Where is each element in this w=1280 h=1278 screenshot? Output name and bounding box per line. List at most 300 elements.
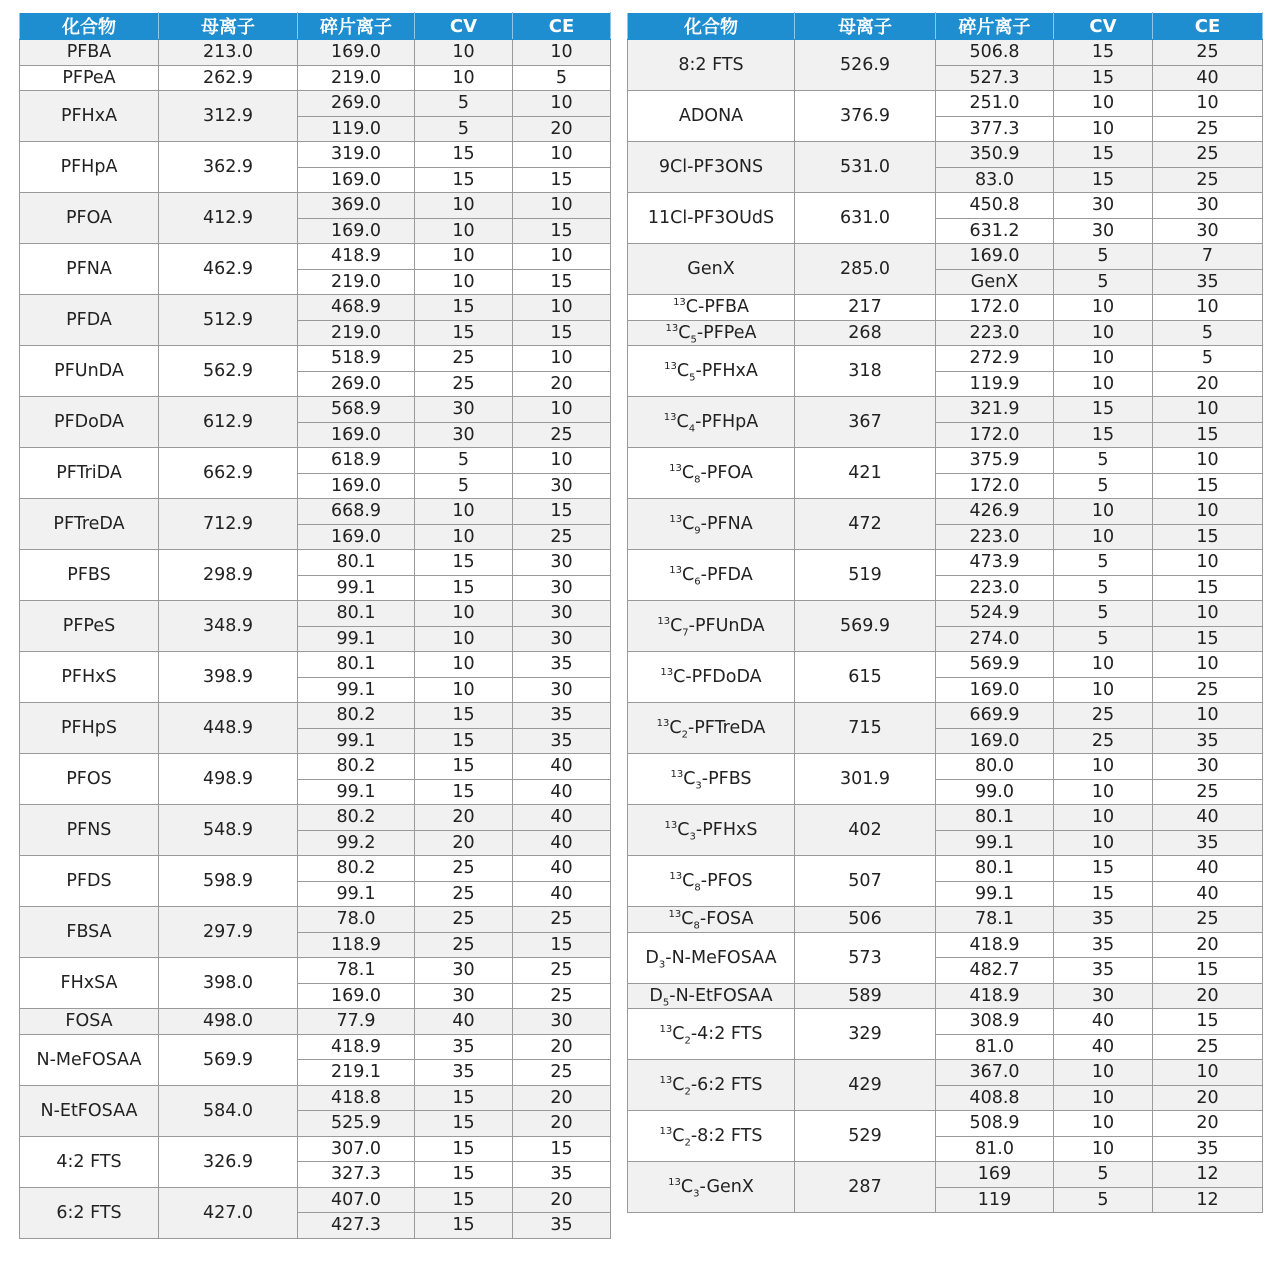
fragment-ion: 119 — [936, 1187, 1054, 1213]
fragment-ion: 468.9 — [298, 295, 415, 321]
compound-text: C — [677, 820, 690, 840]
cv-value: 15 — [415, 320, 513, 346]
compound-supscript: 13 — [660, 667, 674, 679]
compound-name — [628, 652, 795, 703]
cv-value: 40 — [1054, 1009, 1153, 1035]
fragment-ion: 169.0 — [298, 422, 415, 448]
cv-value: 25 — [415, 881, 513, 907]
compound-text: D — [645, 947, 659, 968]
cv-value: 10 — [1054, 754, 1153, 780]
compound-name — [628, 805, 795, 856]
fragment-ion: 367.0 — [936, 1060, 1054, 1086]
cv-value: 5 — [1054, 575, 1153, 601]
fragment-ion: 569.9 — [936, 652, 1054, 678]
ce-value: 40 — [1153, 805, 1263, 831]
compound-text: PFHpS — [61, 718, 117, 738]
cv-value: 5 — [415, 91, 513, 117]
compound-name — [20, 907, 159, 958]
fragment-ion: 219.1 — [298, 1060, 415, 1086]
cv-value: 10 — [1054, 295, 1153, 321]
ce-value: 40 — [1153, 856, 1263, 882]
ce-value: 10 — [513, 91, 611, 117]
table-row — [628, 499, 1263, 525]
compound-subscript: 8 — [694, 882, 701, 894]
cv-value: 5 — [1054, 550, 1153, 576]
compound-text: FHxSA — [60, 973, 118, 993]
cv-value: 35 — [1054, 958, 1153, 984]
compound-name — [628, 1162, 795, 1213]
precursor-ion: 412.9 — [159, 193, 298, 244]
compound-name — [20, 1187, 159, 1238]
cv-value: 25 — [1054, 703, 1153, 729]
precursor-ion: 448.9 — [159, 703, 298, 754]
ce-value: 10 — [513, 244, 611, 270]
fragment-ion: 219.0 — [298, 269, 415, 295]
cv-value: 15 — [415, 167, 513, 193]
cv-value: 10 — [1054, 371, 1153, 397]
table-row — [20, 1136, 611, 1162]
cv-value: 10 — [415, 193, 513, 219]
table-row — [20, 703, 611, 729]
ce-value: 15 — [513, 167, 611, 193]
fragment-ion: GenX — [936, 269, 1054, 295]
compound-name — [20, 346, 159, 397]
table-header — [20, 13, 611, 40]
compound-group — [628, 550, 1263, 601]
compound-subscript: 4 — [688, 423, 696, 435]
precursor-ion: 348.9 — [159, 601, 298, 652]
table-row — [20, 601, 611, 627]
compound-text: PFDS — [66, 871, 112, 891]
precursor-ion: 529 — [795, 1111, 936, 1162]
compound-supscript: 13 — [670, 769, 684, 781]
cv-value: 25 — [415, 907, 513, 933]
cv-value: 5 — [415, 116, 513, 142]
precursor-ion: 287 — [795, 1162, 936, 1213]
table-row — [20, 448, 611, 474]
fragment-ion: 219.0 — [298, 65, 415, 91]
cv-value: 30 — [1054, 983, 1153, 1009]
fragment-ion: 251.0 — [936, 91, 1054, 117]
compound-name — [20, 40, 159, 66]
compound-subscript: 5 — [690, 334, 697, 346]
compound-text: -PFBS — [701, 769, 752, 789]
cv-value: 15 — [1054, 65, 1153, 91]
ce-value: 20 — [1153, 932, 1263, 958]
fragment-ion: 169.0 — [936, 677, 1054, 703]
fragment-ion: 369.0 — [298, 193, 415, 219]
compound-text: PFBS — [67, 565, 111, 585]
table-row — [20, 499, 611, 525]
table-row — [628, 397, 1263, 423]
ce-value: 15 — [1153, 1009, 1263, 1035]
cv-value: 40 — [1054, 1034, 1153, 1060]
ce-value: 35 — [513, 652, 611, 678]
cv-value: 10 — [415, 524, 513, 550]
fragment-ion: 307.0 — [298, 1136, 415, 1162]
ce-value: 12 — [1153, 1187, 1263, 1213]
ce-value: 10 — [1153, 448, 1263, 474]
ce-value: 12 — [1153, 1162, 1263, 1188]
compound-text: C — [680, 1177, 694, 1197]
cv-value: 15 — [415, 1162, 513, 1188]
cv-value: 10 — [415, 601, 513, 627]
fragment-ion: 169.0 — [936, 244, 1054, 270]
table-row — [628, 907, 1263, 933]
table-row — [20, 65, 611, 91]
compound-subscript: 8 — [693, 920, 700, 932]
compound-group — [628, 320, 1263, 346]
fragment-ion: 223.0 — [936, 320, 1054, 346]
fragment-ion: 119.9 — [936, 371, 1054, 397]
precursor-ion: 362.9 — [159, 142, 298, 193]
fragment-ion: 327.3 — [298, 1162, 415, 1188]
compound-text: PFNS — [66, 820, 112, 840]
ce-value: 25 — [1153, 1034, 1263, 1060]
precursor-ion: 398.9 — [159, 652, 298, 703]
compound-text: C — [678, 322, 691, 343]
fragment-ion: 80.2 — [298, 703, 415, 729]
compound-text: -PFNA — [700, 514, 753, 534]
cv-value: 5 — [1054, 244, 1153, 270]
ce-value: 15 — [513, 499, 611, 525]
cv-value: 25 — [415, 932, 513, 958]
compound-name — [20, 397, 159, 448]
fragment-ion: 524.9 — [936, 601, 1054, 627]
table-row — [628, 856, 1263, 882]
compound-subscript: 5 — [689, 372, 696, 384]
compound-text: PFDA — [66, 310, 112, 330]
ce-value: 10 — [1153, 652, 1263, 678]
compound-text: -PFUnDA — [688, 616, 765, 636]
compound-name — [628, 448, 795, 499]
compound-text: -4:2 FTS — [690, 1024, 763, 1044]
header-precursor-ion: 母离子 — [795, 13, 936, 40]
fragment-ion: 525.9 — [298, 1111, 415, 1137]
compound-name — [20, 1085, 159, 1136]
compound-name — [20, 703, 159, 754]
cv-value: 15 — [415, 728, 513, 754]
ce-value: 15 — [513, 932, 611, 958]
cv-value: 10 — [415, 244, 513, 270]
compound-supscript: 13 — [669, 871, 683, 883]
header-fragment-ion: 碎片离子 — [936, 13, 1054, 40]
compound-supscript: 13 — [657, 616, 671, 628]
compound-name — [20, 550, 159, 601]
compound-group — [20, 193, 611, 244]
ce-value: 15 — [513, 320, 611, 346]
precursor-ion: 548.9 — [159, 805, 298, 856]
ce-value: 10 — [513, 397, 611, 423]
table-row — [628, 244, 1263, 270]
table-row — [628, 40, 1263, 66]
table-row — [628, 754, 1263, 780]
compound-subscript: 7 — [682, 627, 689, 639]
compound-name — [20, 244, 159, 295]
fragment-ion: 321.9 — [936, 397, 1054, 423]
compound-text: C — [672, 1024, 685, 1044]
cv-value: 10 — [1054, 1111, 1153, 1137]
compound-name — [628, 601, 795, 652]
cv-value: 10 — [1054, 779, 1153, 805]
table-row — [628, 1009, 1263, 1035]
precursor-ion: 318 — [795, 346, 936, 397]
precursor-ion: 562.9 — [159, 346, 298, 397]
compound-name — [20, 448, 159, 499]
ce-value: 30 — [513, 677, 611, 703]
compound-text: PFPeS — [62, 616, 116, 636]
fragment-ion: 169.0 — [298, 983, 415, 1009]
compound-text: C — [676, 361, 690, 381]
fragment-ion: 377.3 — [936, 116, 1054, 142]
compound-text: -PFOA — [700, 463, 753, 483]
cv-value: 15 — [1054, 167, 1153, 193]
precursor-ion: 262.9 — [159, 65, 298, 91]
fragment-ion: 99.1 — [298, 575, 415, 601]
ce-value: 25 — [513, 1060, 611, 1086]
ce-value: 20 — [513, 1187, 611, 1213]
compound-group — [20, 652, 611, 703]
header-precursor-ion: 母离子 — [159, 13, 298, 40]
cv-value: 15 — [1054, 40, 1153, 66]
cv-value: 30 — [415, 397, 513, 423]
compound-text: PFOS — [66, 769, 112, 789]
ce-value: 20 — [513, 371, 611, 397]
fragment-ion: 80.1 — [298, 652, 415, 678]
compound-group — [628, 932, 1263, 983]
fragment-ion: 418.9 — [936, 983, 1054, 1009]
header-cv: CV — [1054, 13, 1153, 40]
fragment-ion: 169.0 — [936, 728, 1054, 754]
compound-text: C — [670, 616, 683, 636]
ce-value: 15 — [1153, 524, 1263, 550]
precursor-ion: 512.9 — [159, 295, 298, 346]
compound-name — [628, 91, 795, 142]
precursor-ion: 285.0 — [795, 244, 936, 295]
cv-value: 25 — [415, 346, 513, 372]
fragment-ion: 83.0 — [936, 167, 1054, 193]
compound-name — [628, 320, 795, 346]
fragment-ion: 169.0 — [298, 524, 415, 550]
cv-value: 15 — [415, 1136, 513, 1162]
ce-value: 10 — [1153, 91, 1263, 117]
compound-group — [20, 958, 611, 1009]
compound-name — [628, 703, 795, 754]
compound-text: -8:2 FTS — [690, 1126, 763, 1146]
cv-value: 15 — [415, 1213, 513, 1239]
table-row — [628, 550, 1263, 576]
ce-value: 40 — [513, 881, 611, 907]
compound-group — [20, 1136, 611, 1187]
compound-group — [628, 652, 1263, 703]
compound-text: N-EtFOSAA — [40, 1100, 138, 1121]
ce-value: 10 — [513, 346, 611, 372]
compound-group — [628, 805, 1263, 856]
compound-text: -FOSA — [699, 909, 754, 930]
precursor-ion: 427.0 — [159, 1187, 298, 1238]
fragment-ion: 169 — [936, 1162, 1054, 1188]
precursor-ion: 301.9 — [795, 754, 936, 805]
compound-text: C — [669, 718, 682, 738]
ce-value: 30 — [513, 575, 611, 601]
precursor-ion: 326.9 — [159, 1136, 298, 1187]
compound-group — [20, 1009, 611, 1035]
fragment-ion: 99.1 — [936, 830, 1054, 856]
ce-value: 20 — [1153, 1111, 1263, 1137]
compound-group — [628, 295, 1263, 321]
precursor-ion: 506 — [795, 907, 936, 933]
fragment-ion: 669.9 — [936, 703, 1054, 729]
fragment-ion: 350.9 — [936, 142, 1054, 168]
compound-name — [20, 142, 159, 193]
cv-value: 15 — [415, 703, 513, 729]
compound-text: -6:2 FTS — [690, 1075, 763, 1095]
compound-group — [628, 754, 1263, 805]
ce-value: 10 — [1153, 397, 1263, 423]
compound-name — [628, 397, 795, 448]
compound-supscript: 13 — [664, 820, 678, 832]
cv-value: 5 — [1054, 269, 1153, 295]
ce-value: 10 — [1153, 550, 1263, 576]
precursor-ion: 268 — [795, 320, 936, 346]
compound-text: 4:2 FTS — [56, 1151, 122, 1172]
cv-value: 10 — [1054, 524, 1153, 550]
cv-value: 15 — [1054, 856, 1153, 882]
fragment-ion: 473.9 — [936, 550, 1054, 576]
fragment-ion: 81.0 — [936, 1034, 1054, 1060]
table-row — [20, 1187, 611, 1213]
cv-value: 30 — [415, 422, 513, 448]
cv-value: 5 — [1054, 448, 1153, 474]
table-row — [20, 91, 611, 117]
cv-value: 15 — [1054, 397, 1153, 423]
fragment-ion: 169.0 — [298, 167, 415, 193]
compound-supscript: 13 — [656, 718, 670, 730]
compound-group — [628, 856, 1263, 907]
ce-value: 20 — [1153, 983, 1263, 1009]
precursor-ion: 297.9 — [159, 907, 298, 958]
fragment-ion: 618.9 — [298, 448, 415, 474]
compound-group — [20, 499, 611, 550]
table-row — [20, 550, 611, 576]
compound-name — [20, 754, 159, 805]
compound-supscript: 13 — [659, 1075, 673, 1087]
ce-value: 10 — [513, 295, 611, 321]
cv-value: 15 — [415, 779, 513, 805]
fragment-ion: 172.0 — [936, 295, 1054, 321]
ce-value: 35 — [513, 1162, 611, 1188]
cv-value: 10 — [415, 626, 513, 652]
compound-subscript: 2 — [684, 1035, 691, 1047]
compound-text: C-PFBA — [685, 297, 749, 318]
precursor-ion: 507 — [795, 856, 936, 907]
precursor-ion: 631.0 — [795, 193, 936, 244]
fragment-ion: 269.0 — [298, 91, 415, 117]
cv-value: 10 — [1054, 499, 1153, 525]
cv-value: 10 — [415, 218, 513, 244]
ce-value: 10 — [1153, 601, 1263, 627]
cv-value: 15 — [415, 550, 513, 576]
ce-value: 25 — [513, 524, 611, 550]
ce-value: 40 — [513, 754, 611, 780]
ce-value: 25 — [1153, 907, 1263, 933]
ce-value: 10 — [513, 448, 611, 474]
table-row — [20, 244, 611, 270]
ce-value: 20 — [1153, 371, 1263, 397]
compound-text: C — [682, 871, 695, 891]
precursor-ion: 402 — [795, 805, 936, 856]
ce-value: 20 — [1153, 1085, 1263, 1111]
header-ce: CE — [1153, 13, 1263, 40]
fragment-ion: 80.2 — [298, 754, 415, 780]
fragment-ion: 99.1 — [298, 626, 415, 652]
compound-supscript: 13 — [673, 297, 686, 309]
header-ce: CE — [513, 13, 611, 40]
compound-group — [20, 295, 611, 346]
fragment-ion: 518.9 — [298, 346, 415, 372]
ce-value: 25 — [513, 907, 611, 933]
cv-value: 15 — [1054, 422, 1153, 448]
compound-text: C-PFDoDA — [673, 667, 762, 687]
compound-group — [628, 1009, 1263, 1060]
cv-value: 5 — [1054, 1187, 1153, 1213]
table-row — [628, 346, 1263, 372]
compound-supscript: 13 — [668, 909, 682, 921]
compound-group — [20, 754, 611, 805]
ce-value: 35 — [513, 728, 611, 754]
compound-supscript: 13 — [659, 1126, 673, 1138]
compound-name — [20, 601, 159, 652]
compound-name — [20, 65, 159, 91]
compound-group — [628, 193, 1263, 244]
ce-value: 15 — [1153, 626, 1263, 652]
compound-name — [628, 193, 795, 244]
cv-value: 15 — [415, 754, 513, 780]
table-row — [20, 40, 611, 66]
ce-value: 35 — [1153, 269, 1263, 295]
ce-value: 30 — [1153, 754, 1263, 780]
cv-value: 20 — [415, 830, 513, 856]
table-row — [20, 652, 611, 678]
cv-value: 10 — [1054, 1085, 1153, 1111]
compound-group — [628, 907, 1263, 933]
precursor-ion: 376.9 — [795, 91, 936, 142]
compound-group — [20, 91, 611, 142]
table-row — [20, 1034, 611, 1060]
cv-value: 15 — [415, 1085, 513, 1111]
compound-supscript: 13 — [665, 322, 679, 334]
mrm-table-left — [19, 12, 611, 1239]
precursor-ion: 662.9 — [159, 448, 298, 499]
compound-group — [20, 601, 611, 652]
cv-value: 35 — [1054, 932, 1153, 958]
compound-name — [20, 295, 159, 346]
fragment-ion: 78.0 — [298, 907, 415, 933]
compound-name — [20, 1034, 159, 1085]
compound-group — [628, 703, 1263, 754]
compound-supscript: 13 — [669, 463, 682, 475]
ce-value: 10 — [513, 40, 611, 66]
compound-group — [20, 142, 611, 193]
table-row — [628, 703, 1263, 729]
ce-value: 20 — [513, 1111, 611, 1137]
fragment-ion: 80.2 — [298, 805, 415, 831]
fragment-ion: 99.0 — [936, 779, 1054, 805]
ce-value: 10 — [1153, 295, 1263, 321]
compound-name — [628, 499, 795, 550]
cv-value: 5 — [1054, 473, 1153, 499]
table-row — [20, 1009, 611, 1035]
